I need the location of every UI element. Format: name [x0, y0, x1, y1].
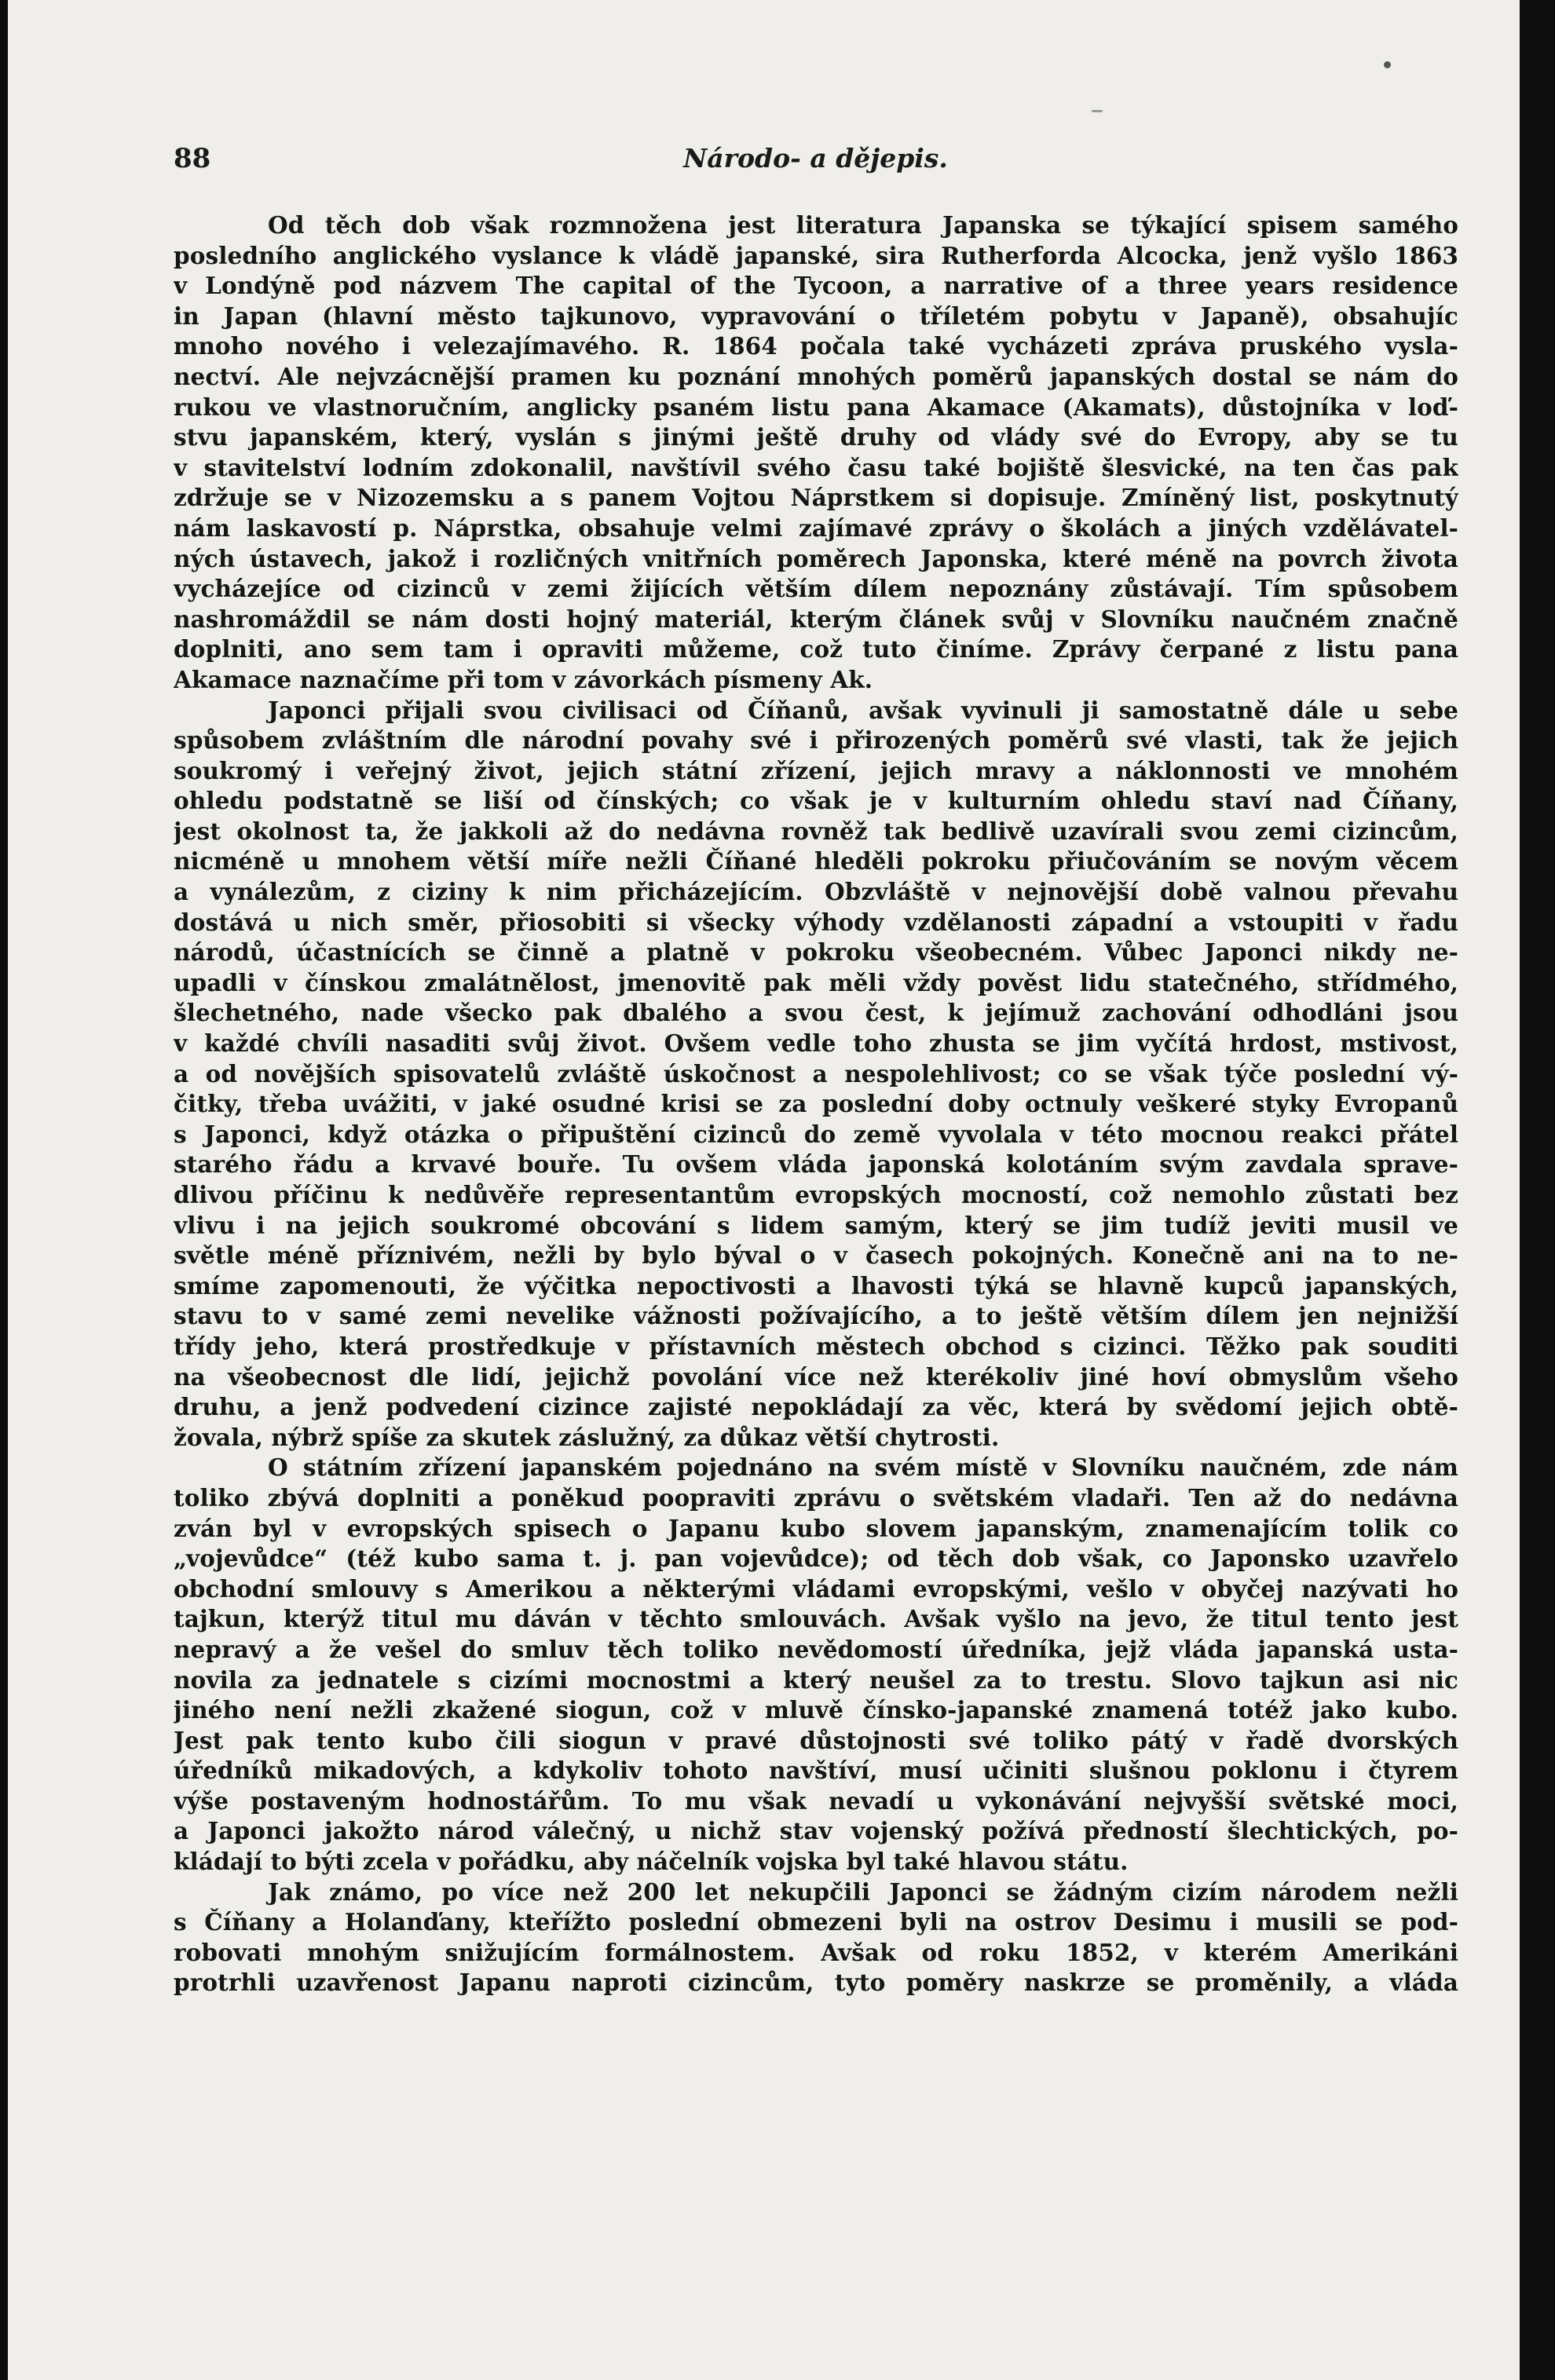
text-line: spůsobem zvláštním dle národní povahy své i přirozených poměrů své vlasti, tak že jejich	[174, 726, 1458, 755]
text-line: Akamace naznačíme při tom v závorkách písmeny Ak.	[174, 665, 873, 693]
text-line: jest okolnost ta, že jakkoli až do nedávna rovněž tak bedlivě uzavírali svou zemi cizincům,	[174, 817, 1458, 845]
text-line: čitky, třeba uvážiti, v jaké osudné krisi se za poslední doby octnuly veškeré styky Evropanů	[174, 1090, 1458, 1118]
text-line: doplniti, ano sem tam i opraviti můžeme, což tuto činíme. Zprávy čerpané z listu pana	[174, 635, 1458, 664]
text-line: šlechetného, nade všecko pak dbalého a svou čest, k jejímuž zachování odhodláni jsou	[174, 999, 1458, 1027]
book-page	[8, 0, 1520, 2380]
text-line: žovala, nýbrž spíše za skutek záslužný, za důkaz větší chytrosti.	[174, 1423, 1000, 1451]
text-line: novila za jednatele s cizími mocnostmi a který neušel za to trestu. Slovo tajkun asi nic	[174, 1665, 1458, 1694]
text-line: na všeobecnost dle lidí, jejichž povolání více než kterékoliv jiné hoví obmyslům všeho	[174, 1362, 1458, 1391]
text-line: s Číňany a Holanďany, kteřížto poslední obmezeni byli na ostrov Desimu i musili se pod-	[174, 1908, 1458, 1936]
text-line: Japonci přijali svou civilisaci od Číňanů, avšak vyvinuli ji samostatně dále u sebe	[268, 696, 1458, 724]
text-line: mnoho nového i velezajímavého. R. 1864 počala také vycházeti zpráva pruského vysla-	[174, 332, 1458, 360]
text-line: nepravý a že vešel do smluv těch toliko nevědomostí úředníka, jejž vláda japanská usta-	[174, 1635, 1458, 1663]
text-line: s Japonci, když otázka o připuštění cizinců do země vyvolala v této mocnou reakci přátel	[174, 1120, 1458, 1148]
text-line: O státním zřízení japanském pojednáno na svém místě v Slovníku naučném, zde nám	[268, 1453, 1458, 1482]
paper-speck	[1092, 110, 1103, 112]
text-line: v Londýně pod názvem The capital of the Tycoon, a narrative of a three years residence	[174, 272, 1458, 300]
paper-speck	[1384, 61, 1391, 68]
text-line: nectví. Ale nejvzácnější pramen ku poznání mnohých poměrů japanských dostal se nám do	[174, 362, 1458, 390]
text-line: třídy jeho, která prostředkuje v přístavních městech obchod s cizinci. Těžko pak souditi	[174, 1332, 1458, 1360]
text-line: nicméně u mnohem větší míře nežli Číňané hleděli pokroku přiučováním se novým věcem	[174, 847, 1458, 876]
text-line: smíme zapomenouti, že výčitka nepoctivosti a lhavosti týká se hlavně kupců japanských,	[174, 1271, 1458, 1300]
text-line: obchodní smlouvy s Amerikou a některými vládami evropskými, vešlo v obyčej nazývati ho	[174, 1574, 1458, 1603]
text-line: druhu, a jenž podvedení cizince zajisté nepokládají za věc, která by svědomí jejich obtě-	[174, 1393, 1458, 1421]
paragraph	[174, 696, 1458, 1453]
text-line: vlivu i na jejich soukromé obcování s lidem samým, který se jim tudíž jeviti musil ve	[174, 1211, 1458, 1239]
text-line: rukou ve vlastnoručním, anglicky psaném listu pana Akamace (Akamats), důstojníka v loď-	[174, 393, 1458, 421]
text-line: toliko zbývá doplniti a poněkud poopraviti zprávu o světském vladaři. Ten až do nedávna	[174, 1483, 1458, 1512]
page-header	[174, 143, 1458, 187]
text-line: starého řádu a krvavé bouře. Tu ovšem vláda japonská kolotáním svým zavdala spravе-	[174, 1150, 1458, 1179]
text-line: světle méně příznivém, nežli by bylo býval o v časech pokojných. Konečně ani na to ne-	[174, 1241, 1458, 1270]
body-text	[174, 210, 1458, 1998]
page-number: 88	[174, 143, 211, 174]
text-line: dostává u nich směr, přiosobiti si všecky výhody vzdělanosti západní a vstoupiti v řadu	[174, 908, 1458, 936]
text-line: a Japonci jakožto národ válečný, u nichž stav vojenský požívá předností šlechtických, po-	[174, 1817, 1458, 1845]
text-line: in Japan (hlavní město tajkunovo, vypravování o tříletém pobytu v Japaně), obsahujíc	[174, 302, 1458, 330]
text-line: soukromý i veřejný život, jejich státní zřízení, jejich mravy a náklonnosti ve mnohém	[174, 756, 1458, 784]
text-line: a vynálezům, z ciziny k nim přicházejícím. Obzvláště v nejnovější době valnou převahu	[174, 878, 1458, 906]
text-line: „vojevůdce“ (též kubo sama t. j. pan vojevůdce); od těch dob však, co Japonsko uzavřelo	[174, 1545, 1458, 1573]
paragraph	[174, 210, 1458, 696]
text-line: ohledu podstatně se liší od čínských; co však je v kulturním ohledu staví nad Číňany,	[174, 787, 1458, 815]
text-line: výše postaveným hodnostářům. To mu však nevadí u vykonávání nejvyšší světské moci,	[174, 1786, 1458, 1815]
text-line: a od novějších spisovatelů zvláště úskočnost a nespolehlivost; co se však týče poslední vý-	[174, 1059, 1458, 1088]
text-line: robovati mnohým snižujícím formálnostem. Avšak od roku 1852, v kterém Amerikáni	[174, 1938, 1458, 1966]
text-line: posledního anglického vyslance k vládě japanské, sira Rutherforda Alcocka, jenž vyšlo 1863	[174, 241, 1458, 269]
text-line: Od těch dob však rozmnožena jest literatura Japanska se týkající spisem samého	[268, 211, 1458, 239]
text-line: úředníků mikadových, a kdykoliv tohoto navštíví, musí učiniti slušnou poklonu i čtyrem	[174, 1757, 1458, 1785]
running-title: Národo- a dějepis.	[683, 143, 948, 174]
text-line: kládají to býti zcela v pořádku, aby náčelník vojska byl také hlavou státu.	[174, 1848, 1129, 1876]
text-line: upadli v čínskou zmalátnělost, jmenovitě pak měli vždy pověst lidu statečného, střídmého,	[174, 968, 1458, 996]
text-line: Jak známo, po více než 200 let nekupčili Japonci se žádným cizím národem nežli	[268, 1877, 1458, 1906]
text-line: tajkun, kterýž titul mu dáván v těchto smlouvách. Avšak vyšlo na jevo, že titul tento jest	[174, 1605, 1458, 1633]
text-line: dlivou příčinu k nedůvěře representantům evropských mocností, což nemohlo zůstati bez	[174, 1181, 1458, 1208]
text-line: nám laskavostí p. Náprstka, obsahuje velmi zajímavé zprávy o školách a jiných vzdělávatel-	[174, 514, 1458, 542]
text-line: národů, účastnících se činně a platně v pokroku všeobecném. Vůbec Japonci nikdy ne-	[174, 938, 1458, 967]
text-line: nashromáždil se nám dosti hojný materiál, kterým článek svůj v Slovníku naučném značně	[174, 605, 1458, 633]
text-line: ných ústavech, jakož i rozličných vnitřních poměrech Japonska, které méně na povrch života	[174, 544, 1458, 572]
paragraph	[174, 1877, 1458, 1998]
text-line: zdržuje se v Nizozemsku a s panem Vojtou Náprstkem si dopisuje. Zmíněný list, poskytnutý	[174, 484, 1458, 512]
text-line: stavu to v samé zemi nevelike vážnosti požívajícího, a to ještě větším dílem jen nejnižší	[174, 1302, 1458, 1330]
paragraph	[174, 1453, 1458, 1877]
text-line: protrhli uzavřenost Japanu naproti cizincům, tyto poměry naskrze se proměnily, a vláda	[174, 1969, 1458, 1997]
text-line: v každé chvíli nasaditi svůj život. Ovšem vedle toho zhusta se jim vyčítá hrdost, mstivost,	[174, 1029, 1458, 1058]
text-line: zván byl v evropských spisech o Japanu kubo slovem japanským, znamenajícím tolik co	[174, 1514, 1458, 1542]
text-line: stvu japanském, který, vyslán s jinými ještě druhy od vlády své do Evropy, aby se tu	[174, 423, 1458, 452]
text-line: vycházejíce od cizinců v zemi žijících větším dílem nepoznány zůstávají. Tím spůsobem	[174, 575, 1458, 603]
text-line: jiného není nežli zkažené siogun, což v mluvě čínsko-japanské znamená totéž jako kubo.	[174, 1696, 1458, 1724]
text-line: Jest pak tento kubo čili siogun v pravé důstojnosti své toliko pátý v řadě dvorských	[174, 1726, 1458, 1754]
text-line: v stavitelství lodním zdokonalil, navštívil svého času také bojiště šlesvické, na ten čas pak	[174, 453, 1458, 481]
